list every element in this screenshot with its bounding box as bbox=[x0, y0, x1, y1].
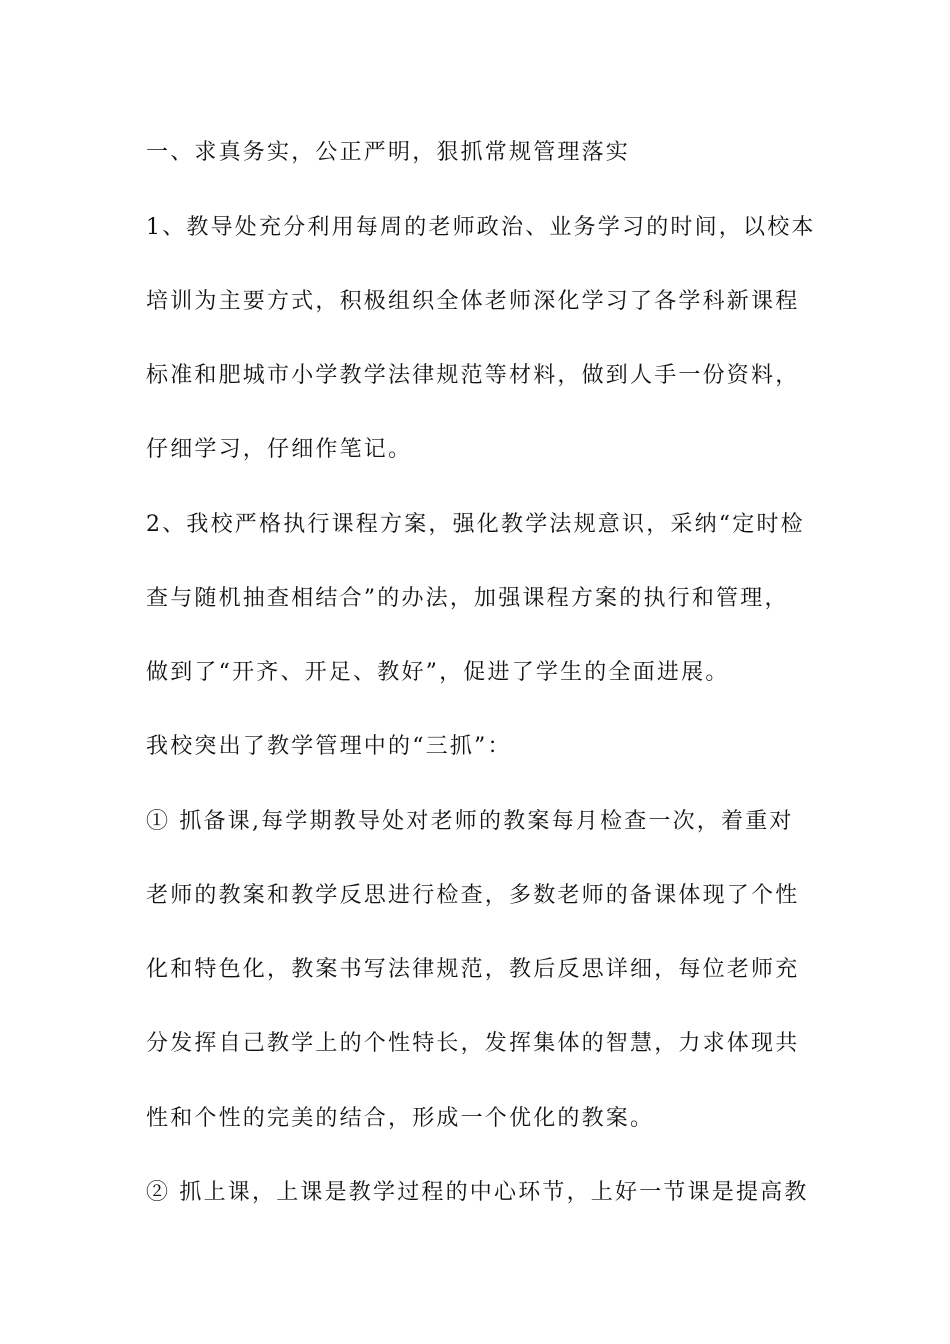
paragraph-line: 1、教导处充分利用每周的老师政治、业务学习的时间，以校本 bbox=[146, 215, 816, 240]
paragraph-line: 性和个性的完美的结合，形成一个优化的教案。 bbox=[146, 1106, 655, 1131]
paragraph-line: 分发挥自己教学上的个性特长，发挥集体的智慧，力求体现共 bbox=[146, 1031, 800, 1056]
paragraph-line: 查与随机抽查相结合”的办法，加强课程方案的执行和管理， bbox=[146, 586, 789, 611]
paragraph-line: 培训为主要方式，积极组织全体老师深化学习了各学科新课程 bbox=[146, 289, 800, 314]
paragraph-line: 仔细学习，仔细作笔记。 bbox=[146, 437, 413, 462]
paragraph-line: 做到了“开齐、开足、教好”，促进了学生的全面进展。 bbox=[146, 660, 730, 685]
paragraph-line: 标准和肥城市小学教学法律规范等材料，做到人手一份资料， bbox=[146, 363, 800, 388]
paragraph-line: 老师的教案和教学反思进行检查，多数老师的备课体现了个性 bbox=[146, 883, 800, 908]
paragraph-line: ① 抓备课,每学期教导处对老师的教案每月检查一次，着重对 bbox=[146, 809, 794, 834]
paragraph-line: 我校突出了教学管理中的“三抓”： bbox=[146, 734, 512, 759]
paragraph-line: 2、我校严格执行课程方案，强化教学法规意识，采纳“定时检 bbox=[146, 512, 805, 537]
paragraph-line: ② 抓上课，上课是教学过程的中心环节，上好一节课是提高教 bbox=[146, 1180, 809, 1205]
paragraph-line: 化和特色化，教案书写法律规范，教后反思详细，每位老师充 bbox=[146, 957, 800, 982]
section-heading: 一、求真务实，公正严明，狠抓常规管理落实 bbox=[146, 140, 631, 165]
